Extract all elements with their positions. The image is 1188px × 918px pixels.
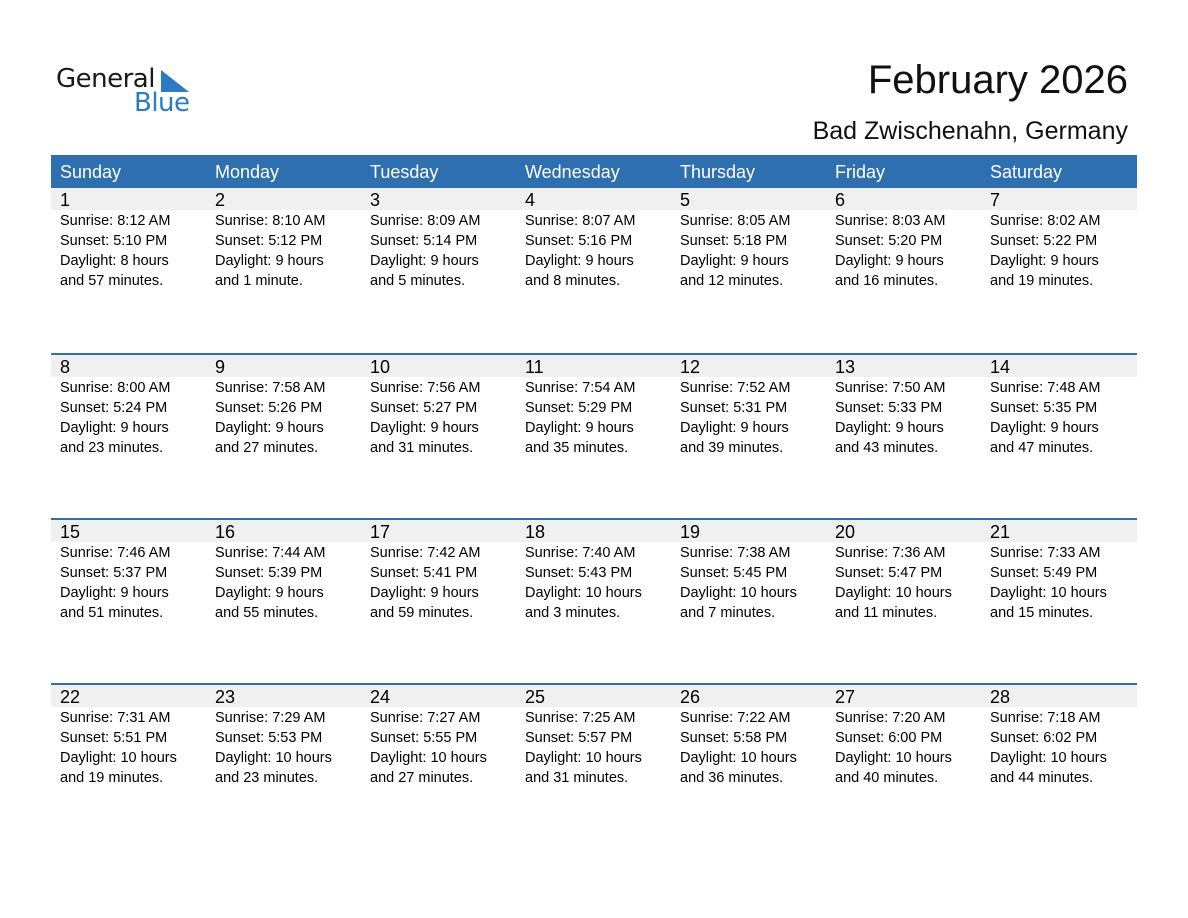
sunset-text: Sunset: 5:53 PM [215,730,323,746]
day-number: 9 [215,357,226,377]
day-cell [361,542,516,623]
daylight-text: and 19 minutes. [990,273,1094,289]
daylight-text: and 43 minutes. [835,440,939,456]
logo-text-general: General [56,64,155,94]
day-number: 20 [835,522,856,542]
sunrise-text: Sunrise: 7:48 AM [990,380,1101,396]
sunrise-text: Sunrise: 7:52 AM [680,380,791,396]
daylight-text: and 55 minutes. [215,605,319,621]
weekday-header-tuesday: Tuesday [370,162,439,182]
daylight-text: and 36 minutes. [680,770,784,786]
day-cell [51,377,206,458]
sunset-text: Sunset: 5:29 PM [525,400,633,416]
daylight-text: Daylight: 10 hours [835,585,952,601]
sunrise-text: Sunrise: 7:25 AM [525,710,636,726]
day-cell [51,210,206,291]
day-cell [981,707,1136,788]
sunset-text: Sunset: 5:27 PM [370,400,478,416]
daylight-text: and 7 minutes. [680,605,776,621]
day-number: 1 [60,190,71,210]
day-number: 10 [370,357,391,377]
daylight-text: and 31 minutes. [525,770,629,786]
daylight-text: Daylight: 10 hours [680,750,797,766]
sunset-text: Sunset: 6:00 PM [835,730,943,746]
day-number: 7 [990,190,1001,210]
daylight-text: and 44 minutes. [990,770,1094,786]
day-cell [51,707,206,788]
day-number: 22 [60,687,81,707]
day-cell [516,707,671,788]
daylight-text: and 16 minutes. [835,273,939,289]
day-number: 12 [680,357,701,377]
daylight-text: Daylight: 9 hours [370,420,479,436]
day-cell [361,210,516,291]
sunset-text: Sunset: 5:10 PM [60,233,168,249]
daylight-text: Daylight: 9 hours [215,420,324,436]
day-number: 18 [525,522,546,542]
sunrise-text: Sunrise: 8:03 AM [835,213,946,229]
daylight-text: Daylight: 9 hours [215,585,324,601]
sunset-text: Sunset: 5:18 PM [680,233,788,249]
day-number: 26 [680,687,701,707]
sunset-text: Sunset: 5:45 PM [680,565,788,581]
sunrise-text: Sunrise: 7:40 AM [525,545,636,561]
daylight-text: and 15 minutes. [990,605,1094,621]
daylight-text: Daylight: 9 hours [990,253,1099,269]
daylight-text: and 27 minutes. [215,440,319,456]
daylight-text: Daylight: 9 hours [60,420,169,436]
sunrise-text: Sunrise: 7:38 AM [680,545,791,561]
day-number: 6 [835,190,846,210]
sunrise-text: Sunrise: 7:36 AM [835,545,946,561]
day-number: 24 [370,687,391,707]
day-number: 17 [370,522,391,542]
location-subtitle: Bad Zwischenahn, Germany [812,117,1128,145]
sunset-text: Sunset: 5:55 PM [370,730,478,746]
sunrise-text: Sunrise: 8:05 AM [680,213,791,229]
daylight-text: and 3 minutes. [525,605,621,621]
weekday-header [51,155,1137,188]
sunrise-text: Sunrise: 7:54 AM [525,380,636,396]
day-cell [671,542,826,623]
day-number-row [51,520,1137,542]
day-number: 16 [215,522,236,542]
daylight-text: and 23 minutes. [215,770,319,786]
daylight-text: Daylight: 9 hours [215,253,324,269]
daylight-text: and 12 minutes. [680,273,784,289]
sunset-text: Sunset: 5:14 PM [370,233,478,249]
daylight-text: Daylight: 10 hours [525,585,642,601]
sunrise-text: Sunrise: 7:56 AM [370,380,481,396]
daylight-text: Daylight: 10 hours [525,750,642,766]
day-number: 3 [370,190,381,210]
sunrise-text: Sunrise: 7:31 AM [60,710,171,726]
weeks-container [51,188,1137,848]
sunrise-text: Sunrise: 8:00 AM [60,380,171,396]
week-row [51,353,1137,518]
sunset-text: Sunset: 5:37 PM [60,565,168,581]
day-details-row [51,377,1137,458]
sunset-text: Sunset: 5:51 PM [60,730,168,746]
daylight-text: Daylight: 10 hours [60,750,177,766]
day-cell [361,377,516,458]
logo-text-blue: Blue [134,88,190,118]
sunset-text: Sunset: 5:22 PM [990,233,1098,249]
week-row [51,188,1137,353]
daylight-text: Daylight: 10 hours [990,585,1107,601]
day-cell [826,707,981,788]
sunset-text: Sunset: 5:20 PM [835,233,943,249]
sunrise-text: Sunrise: 8:07 AM [525,213,636,229]
calendar-grid [51,155,1137,848]
daylight-text: and 19 minutes. [60,770,164,786]
day-cell [981,542,1136,623]
daylight-text: Daylight: 9 hours [525,420,634,436]
day-number: 28 [990,687,1011,707]
daylight-text: Daylight: 10 hours [215,750,332,766]
sunrise-text: Sunrise: 7:18 AM [990,710,1101,726]
daylight-text: and 35 minutes. [525,440,629,456]
day-cell [826,210,981,291]
day-number: 25 [525,687,546,707]
daylight-text: and 31 minutes. [370,440,474,456]
daylight-text: Daylight: 9 hours [60,585,169,601]
sunrise-text: Sunrise: 7:42 AM [370,545,481,561]
sunset-text: Sunset: 5:31 PM [680,400,788,416]
day-cell [206,542,361,623]
daylight-text: and 5 minutes. [370,273,466,289]
sunset-text: Sunset: 5:33 PM [835,400,943,416]
day-cell [981,377,1136,458]
daylight-text: and 23 minutes. [60,440,164,456]
sunset-text: Sunset: 5:41 PM [370,565,478,581]
sunrise-text: Sunrise: 7:29 AM [215,710,326,726]
sunset-text: Sunset: 5:24 PM [60,400,168,416]
week-row [51,683,1137,848]
weekday-header-friday: Friday [835,162,886,182]
page-title: February 2026 [867,58,1128,102]
daylight-text: and 27 minutes. [370,770,474,786]
day-number-row [51,685,1137,707]
daylight-text: Daylight: 9 hours [835,253,944,269]
daylight-text: Daylight: 9 hours [370,585,479,601]
sunrise-text: Sunrise: 7:50 AM [835,380,946,396]
sunset-text: Sunset: 5:57 PM [525,730,633,746]
weekday-header-thursday: Thursday [680,162,756,182]
weekday-header-wednesday: Wednesday [525,162,620,182]
daylight-text: Daylight: 9 hours [835,420,944,436]
daylight-text: and 40 minutes. [835,770,939,786]
day-number: 21 [990,522,1011,542]
day-cell [516,210,671,291]
daylight-text: Daylight: 10 hours [370,750,487,766]
day-number: 2 [215,190,226,210]
daylight-text: and 59 minutes. [370,605,474,621]
sunrise-text: Sunrise: 8:12 AM [60,213,171,229]
sunset-text: Sunset: 5:12 PM [215,233,323,249]
day-number: 8 [60,357,71,377]
sunrise-text: Sunrise: 7:22 AM [680,710,791,726]
day-cell [516,542,671,623]
daylight-text: and 57 minutes. [60,273,164,289]
sunset-text: Sunset: 5:16 PM [525,233,633,249]
daylight-text: Daylight: 9 hours [370,253,479,269]
daylight-text: and 47 minutes. [990,440,1094,456]
sunset-text: Sunset: 5:49 PM [990,565,1098,581]
day-details-row [51,542,1137,623]
day-cell [361,707,516,788]
day-number: 5 [680,190,691,210]
daylight-text: Daylight: 8 hours [60,253,169,269]
daylight-text: Daylight: 10 hours [835,750,952,766]
sunrise-text: Sunrise: 7:58 AM [215,380,326,396]
daylight-text: and 11 minutes. [835,605,938,621]
sunset-text: Sunset: 5:43 PM [525,565,633,581]
week-row [51,518,1137,683]
day-cell [826,377,981,458]
day-number: 13 [835,357,856,377]
day-number-row [51,355,1137,377]
daylight-text: and 8 minutes. [525,273,621,289]
day-number: 19 [680,522,701,542]
sunrise-text: Sunrise: 7:44 AM [215,545,326,561]
day-number-row [51,188,1137,210]
sunset-text: Sunset: 5:47 PM [835,565,943,581]
day-details-row [51,707,1137,788]
daylight-text: Daylight: 9 hours [990,420,1099,436]
sunset-text: Sunset: 5:58 PM [680,730,788,746]
day-number: 27 [835,687,856,707]
day-number: 15 [60,522,81,542]
daylight-text: Daylight: 9 hours [680,420,789,436]
day-cell [671,707,826,788]
sunset-text: Sunset: 6:02 PM [990,730,1098,746]
daylight-text: and 1 minute. [215,273,303,289]
day-number: 4 [525,190,536,210]
day-cell [206,707,361,788]
sunrise-text: Sunrise: 8:02 AM [990,213,1101,229]
day-cell [516,377,671,458]
day-cell [206,377,361,458]
day-number: 23 [215,687,236,707]
day-number: 14 [990,357,1011,377]
daylight-text: Daylight: 10 hours [990,750,1107,766]
day-cell [671,210,826,291]
sunrise-text: Sunrise: 8:09 AM [370,213,481,229]
sunset-text: Sunset: 5:35 PM [990,400,1098,416]
day-cell [981,210,1136,291]
weekday-header-sunday: Sunday [60,162,122,182]
sunrise-text: Sunrise: 8:10 AM [215,213,326,229]
day-cell [51,542,206,623]
sunrise-text: Sunrise: 7:27 AM [370,710,481,726]
day-number: 11 [525,357,544,377]
sunrise-text: Sunrise: 7:33 AM [990,545,1101,561]
daylight-text: Daylight: 9 hours [525,253,634,269]
daylight-text: Daylight: 10 hours [680,585,797,601]
sunset-text: Sunset: 5:39 PM [215,565,323,581]
day-details-row [51,210,1137,291]
daylight-text: Daylight: 9 hours [680,253,789,269]
daylight-text: and 51 minutes. [60,605,164,621]
weekday-header-saturday: Saturday [990,162,1063,182]
day-cell [206,210,361,291]
day-cell [671,377,826,458]
logo [56,64,196,118]
day-cell [826,542,981,623]
daylight-text: and 39 minutes. [680,440,784,456]
weekday-header-monday: Monday [215,162,280,182]
sunrise-text: Sunrise: 7:20 AM [835,710,946,726]
sunset-text: Sunset: 5:26 PM [215,400,323,416]
sunrise-text: Sunrise: 7:46 AM [60,545,171,561]
